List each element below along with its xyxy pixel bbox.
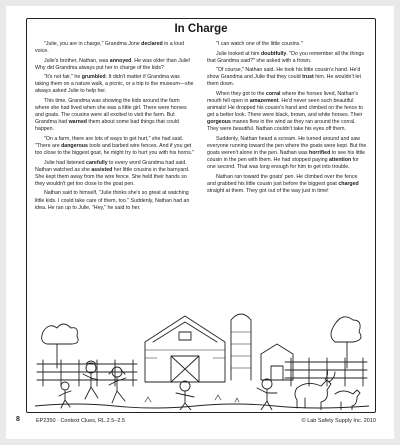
story-text: straight at them. They got out of the way just in time! <box>207 187 329 194</box>
copyright-notice: © Lab Safety Supply Inc. 2010 <box>301 418 376 424</box>
story-text: tools and barbed wire fences. And if you get too close to the biggest goat, he might try to hurt you with his horns." <box>35 142 195 157</box>
right-column <box>207 41 367 198</box>
story-paragraph <box>207 41 367 48</box>
story-text: . He'd never seen such beautiful animals! He dropped his cousin's hand and climbed on the fence to get a better look. There were black, brown, and white horses. Their <box>207 98 363 119</box>
vocabulary-word: grumbled <box>81 74 106 81</box>
story-text: This time, Grandma was showing the kids around the farm where she had lived when she was a little girl. There were horses and goats. The cousins were all excited to visit the farm. But Grandma had <box>35 98 187 126</box>
left-column <box>35 41 195 214</box>
vocabulary-word: attention <box>329 157 352 164</box>
story-text: . "Do you remember all the things that Grandma said?" she asked with a frown. <box>207 50 365 64</box>
page-number: 8 <box>16 416 20 423</box>
story-text: "On a farm, there are lots of ways to get hurt," she had said. "There are <box>35 135 184 149</box>
story-text: Julie had listened <box>44 159 87 166</box>
story-text: "It's not fair," he <box>44 74 82 81</box>
story-paragraph <box>35 190 195 211</box>
vocabulary-word: charged <box>338 180 359 187</box>
story-text: When they got to the <box>216 91 266 98</box>
story-text: her little cousins in the barnyard. She kept them away from the wire fence. She held their hands so they wouldn't get too close to the goat pen. <box>35 166 190 187</box>
story-title: In Charge <box>174 23 228 35</box>
vocabulary-word: amazement <box>249 98 279 105</box>
story-text: "Julie, you are in charge," Grandma Jone <box>44 41 142 47</box>
story-text: for one second. That was long enough for him to get into trouble. <box>207 157 359 171</box>
story-text: to see his little cousin in the pen with them. He had stopped paying <box>207 150 366 164</box>
vocabulary-word: horrified <box>309 150 331 157</box>
story-paragraph <box>207 51 367 65</box>
vocabulary-word: declared <box>141 41 163 47</box>
story-text: Julie looked at him <box>216 50 261 57</box>
story-text: them about some bad things that could happen. <box>35 119 179 133</box>
story-text: to every word Grandma had said. Nathan watched as she <box>35 159 187 173</box>
story-text: Suddenly, Nathan heard a scream. He turned around and saw everyone running toward the pen where the goats were kept. But the goats weren't alone in the pen. Nathan was <box>207 135 367 157</box>
vocabulary-word: carefully <box>86 159 108 166</box>
vocabulary-word: warned <box>68 119 87 126</box>
vocabulary-word: corral <box>265 91 281 98</box>
story-paragraph <box>35 160 195 188</box>
story-paragraph <box>35 41 195 55</box>
vocabulary-word: trust <box>302 74 314 81</box>
vocabulary-word: dangerous <box>61 142 88 149</box>
worksheet-page <box>6 6 394 439</box>
story-paragraph <box>207 136 367 171</box>
story-paragraph <box>35 136 195 157</box>
vocabulary-word: annoyed <box>109 57 132 64</box>
product-code: EP2350 · Context Clues, RL.2.5–2.5 <box>36 418 125 424</box>
vocabulary-word: gorgeous <box>207 119 231 126</box>
story-paragraph <box>207 67 367 88</box>
vocabulary-word: doubtfully <box>260 50 287 57</box>
story-text: Julie's brother, Nathan, was <box>44 57 110 64</box>
story-paragraph <box>207 91 367 133</box>
story-paragraph <box>207 174 367 195</box>
story-text: Nathan said to himself, "Julie thinks she's so great at watching little kids. I could take care of them, too." Suddenly, Nathan had an idea. He ran up to Julie. "Hey," he said to her. <box>35 190 190 211</box>
story-text: him. He wouldn't let them down. <box>207 74 361 88</box>
story-text: . He was older than Julie! Why did Grandma always put her in charge of the kids? <box>35 57 191 71</box>
story-paragraph <box>35 58 195 72</box>
story-paragraph <box>35 98 195 133</box>
story-frame <box>26 18 376 413</box>
story-text: manes flew in the wind as they ran around the corral. They were beautiful. Nathan couldn't take his eyes off them. <box>207 119 356 133</box>
vocabulary-word: assisted <box>91 166 113 173</box>
story-paragraph <box>35 74 195 95</box>
story-text: . It didn't matter if Grandma was taking them on a nature walk, a picnic, or a trip to the museum—she always asked Julie to help her. <box>35 74 194 95</box>
story-text: "I can watch one of the little cousins." <box>216 41 303 47</box>
farm-illustration <box>35 302 369 410</box>
story-text: Nathan ran toward the goats' pen. He climbed over the fence and grabbed his little cousin just before the biggest goat <box>207 173 358 187</box>
story-text: "Of course," Nathan said. He took his little cousin's hand. He'd show Grandma and Julie that they could <box>207 67 361 81</box>
story-text: in a loud voice. <box>35 41 185 55</box>
story-text: where the horses lived, Nathan's mouth fell open in <box>207 91 358 105</box>
